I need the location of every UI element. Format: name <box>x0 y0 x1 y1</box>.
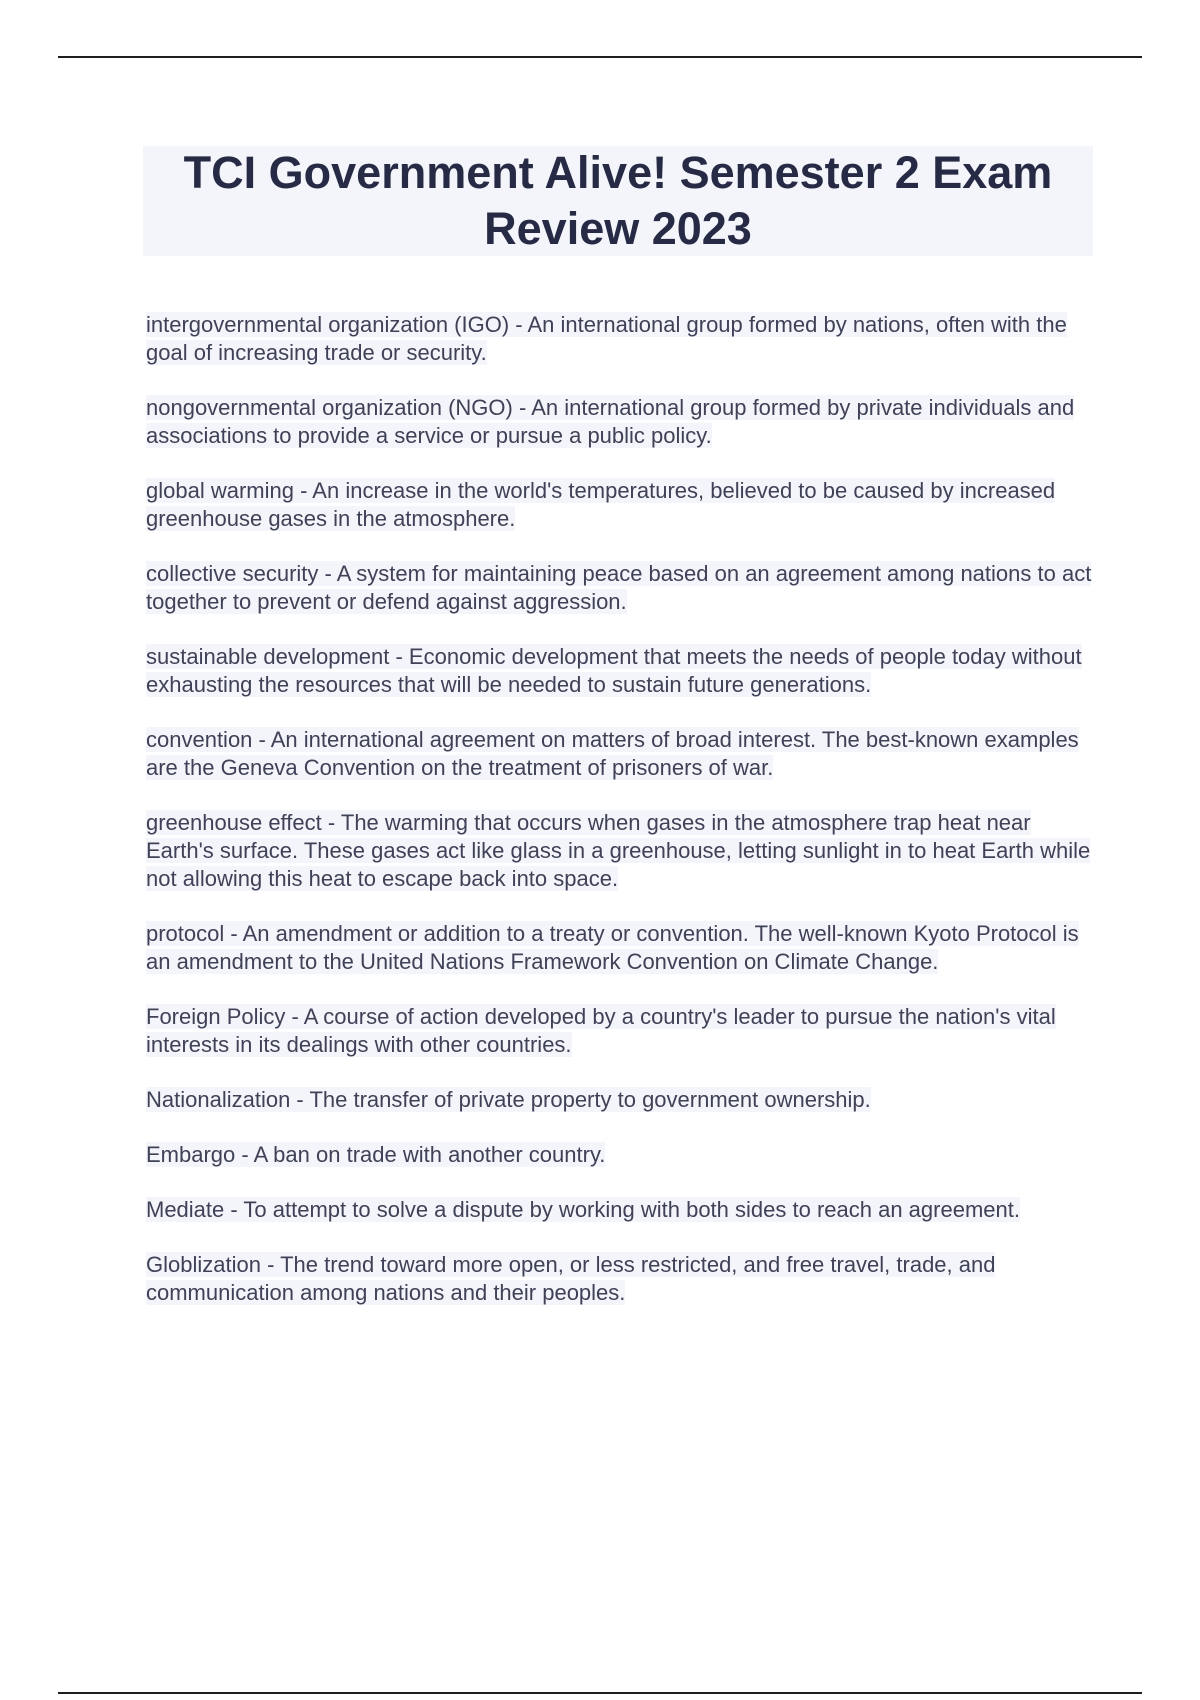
term-text: Foreign Policy - A course of action developed by a country's leader to pursue the nation's vital interests in its dealings with other countries. <box>146 1004 1056 1057</box>
term-text: collective security - A system for maintaining peace based on an agreement among nations to act together to prevent or defend against aggression. <box>146 561 1092 614</box>
term-item <box>146 1003 1098 1059</box>
term-text: protocol - An amendment or addition to a treaty or convention. The well-known Kyoto Protocol is an amendment to the United Nations Framework Convention on Climate Change. <box>146 921 1079 974</box>
term-text: Embargo - A ban on trade with another country. <box>146 1142 606 1167</box>
term-item <box>146 1251 1098 1307</box>
title-banner <box>143 146 1093 256</box>
term-text: nongovernmental organization (NGO) - An international group formed by private individuals and associations to provide a service or pursue a public policy. <box>146 395 1075 448</box>
bottom-rule <box>58 1692 1142 1694</box>
term-text: global warming - An increase in the world's temperatures, believed to be caused by increased greenhouse gases in the atmosphere. <box>146 478 1056 531</box>
term-item <box>146 477 1098 533</box>
term-text: intergovernmental organization (IGO) - An international group formed by nations, often with the goal of increasing trade or security. <box>146 312 1067 365</box>
term-item <box>146 1141 1098 1169</box>
term-item <box>146 1086 1098 1114</box>
term-text: sustainable development - Economic development that meets the needs of people today without exhausting the resources that will be needed to sustain future generations. <box>146 644 1082 697</box>
term-text: Nationalization - The transfer of private property to government ownership. <box>146 1087 871 1112</box>
term-text: Mediate - To attempt to solve a dispute by working with both sides to reach an agreement. <box>146 1197 1020 1222</box>
document-title: TCI Government Alive! Semester 2 Exam Review 2023 <box>183 147 1053 254</box>
term-item <box>146 726 1098 782</box>
term-item <box>146 809 1098 893</box>
term-item <box>146 920 1098 976</box>
term-text: Globlization - The trend toward more open, or less restricted, and free travel, trade, and communication among nations and their peoples. <box>146 1252 996 1305</box>
term-item <box>146 311 1098 367</box>
term-text: convention - An international agreement on matters of broad interest. The best-known examples are the Geneva Convention on the treatment of prisoners of war. <box>146 727 1079 780</box>
term-text: greenhouse effect - The warming that occurs when gases in the atmosphere trap heat near Earth's surface. These gases act like glass in a greenhouse, letting sunlight in to heat Earth while not allowing this heat to escape back into space. <box>146 810 1091 891</box>
top-rule <box>58 56 1142 58</box>
term-item <box>146 643 1098 699</box>
term-item <box>146 560 1098 616</box>
term-list <box>146 311 1098 1334</box>
term-item <box>146 394 1098 450</box>
term-item <box>146 1196 1098 1224</box>
